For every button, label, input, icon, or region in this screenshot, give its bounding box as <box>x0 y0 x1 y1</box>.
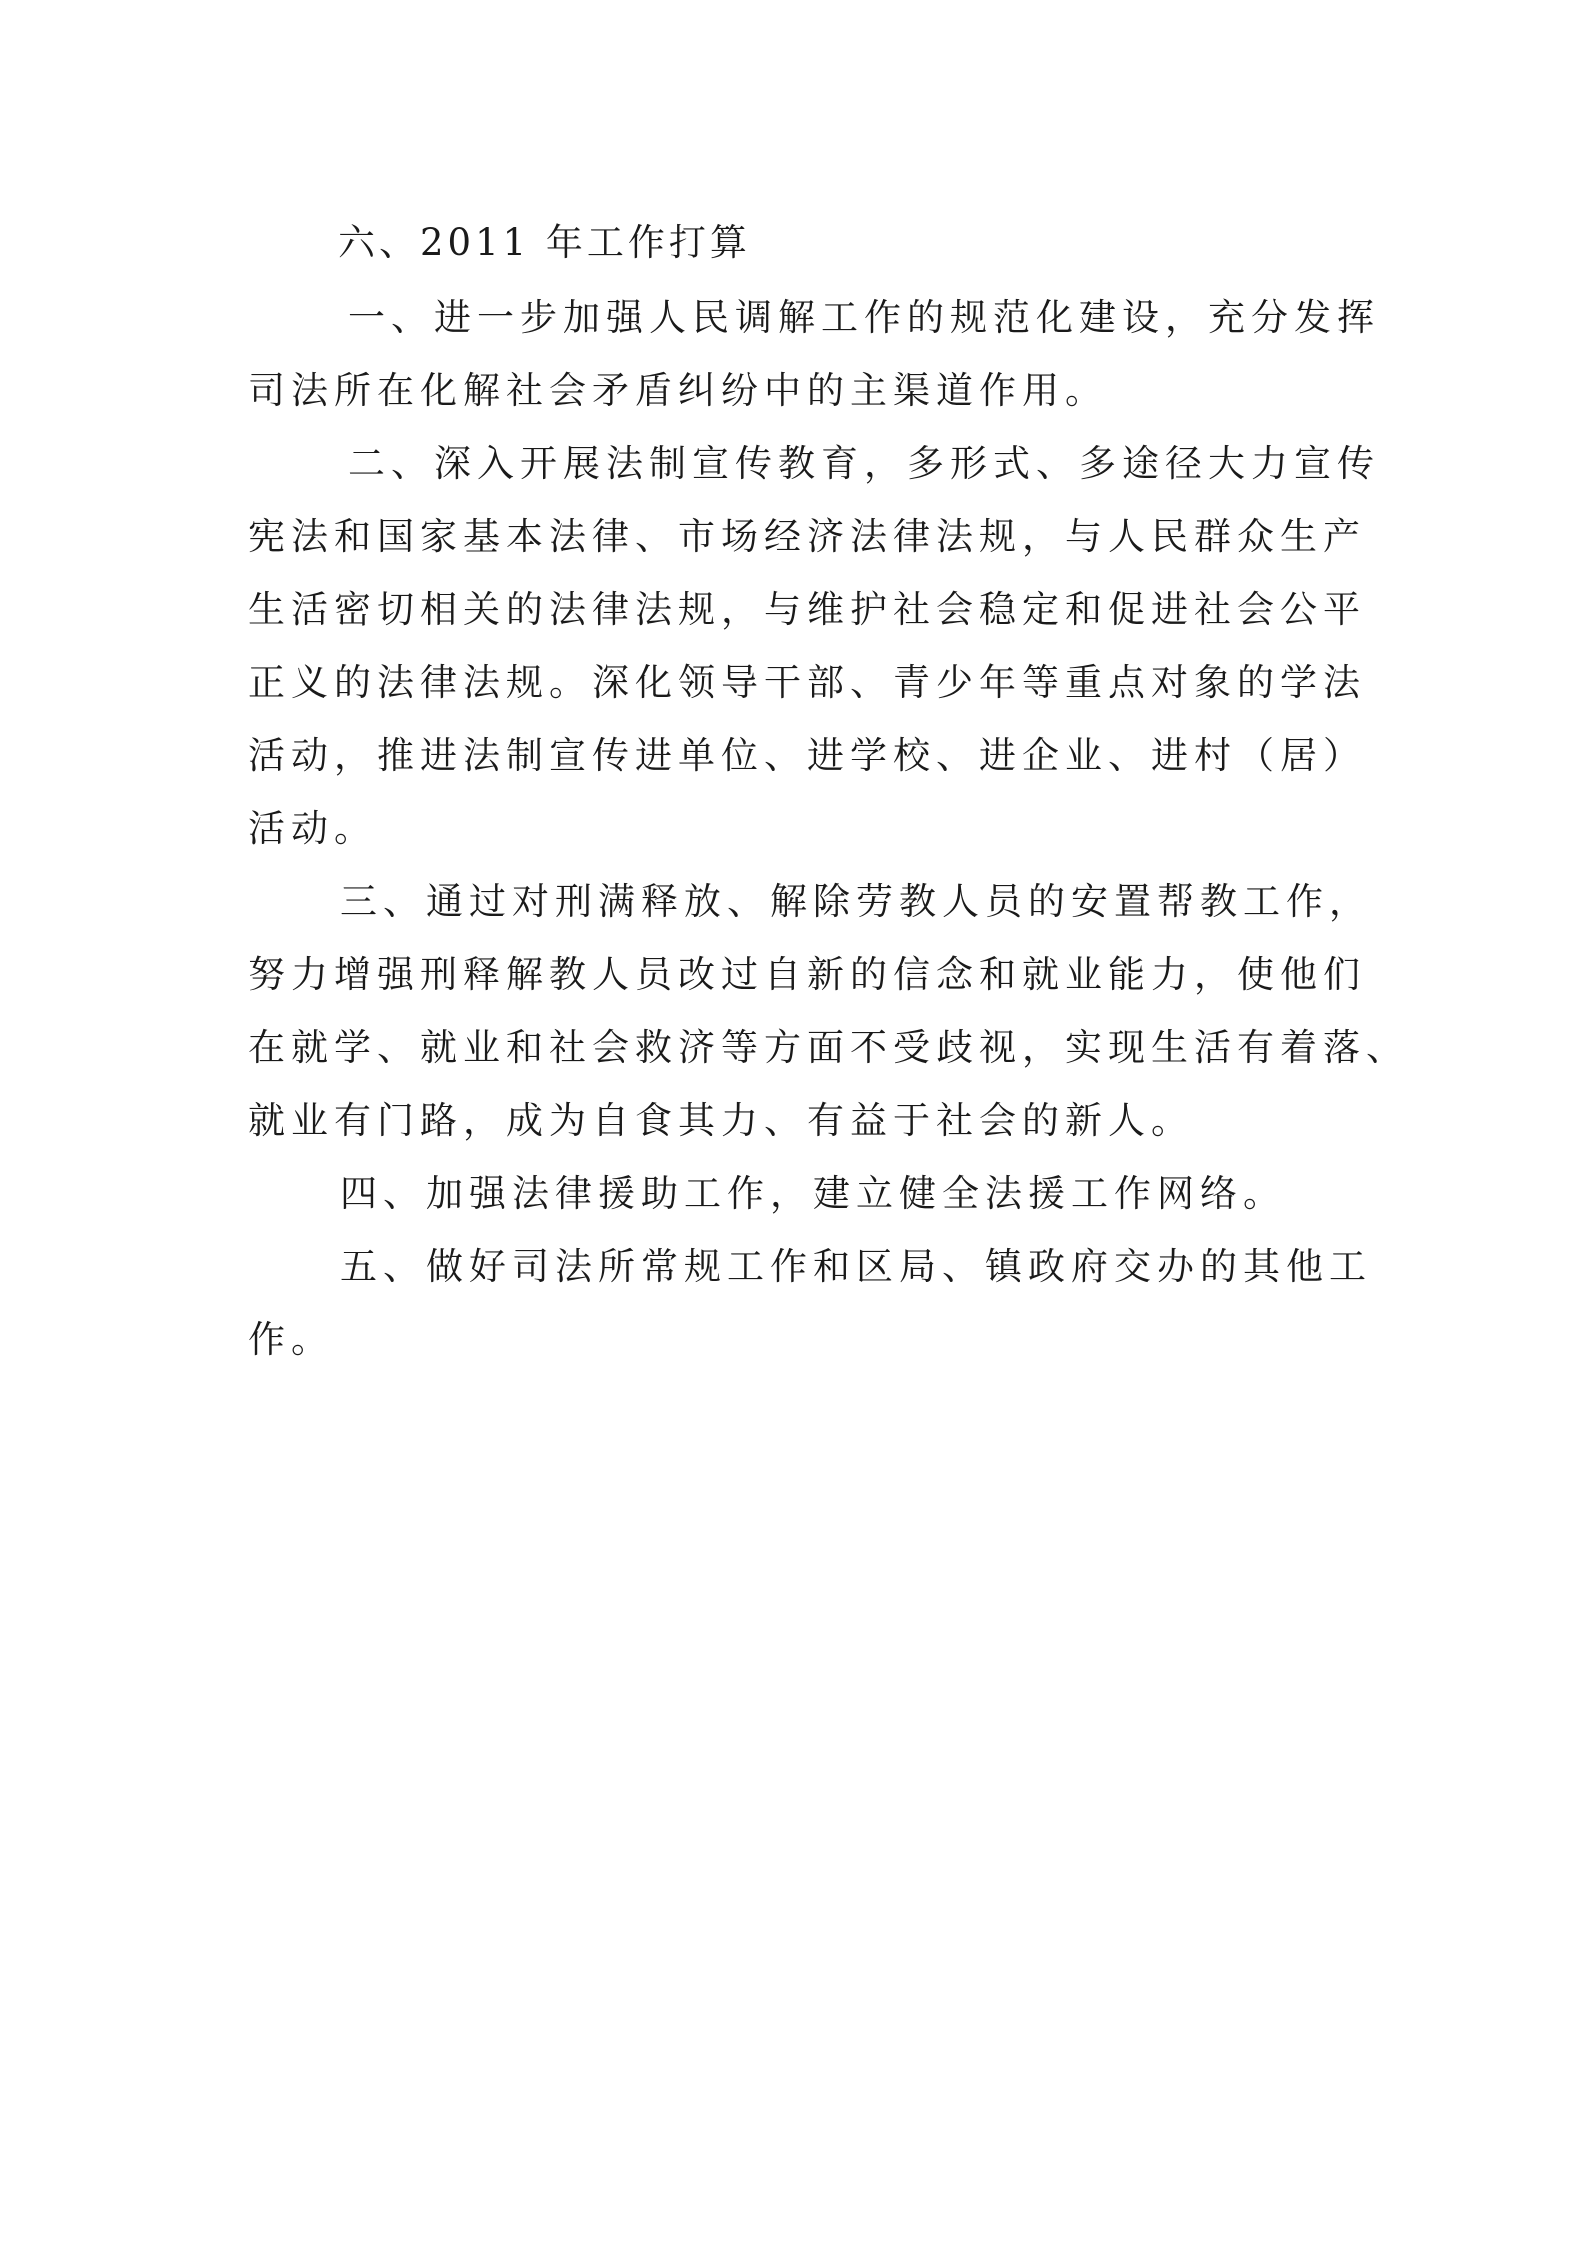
paragraph-line: 二、深入开展法制宣传教育，多形式、多途径大力宣传 <box>348 442 1380 485</box>
document-body <box>248 205 1409 1376</box>
paragraph-line: 就业有门路，成为自食其力、有益于社会的新人。 <box>248 1099 1194 1142</box>
paragraph-line: 作。 <box>248 1318 334 1361</box>
paragraph-line: 努力增强刑释解教人员改过自新的信念和就业能力，使他们 <box>248 953 1366 996</box>
paragraph-2 <box>248 427 1380 865</box>
paragraph-line: 活动，推进法制宣传进单位、进学校、进企业、进村（居） <box>248 734 1366 777</box>
paragraph-3 <box>248 865 1409 1157</box>
paragraph-4 <box>248 1157 1358 1230</box>
paragraph-line: 宪法和国家基本法律、市场经济法律法规，与人民群众生产 <box>248 515 1366 558</box>
paragraph-line: 正义的法律法规。深化领导干部、青少年等重点对象的学法 <box>248 661 1366 704</box>
paragraph-line: 司法所在化解社会矛盾纠纷中的主渠道作用。 <box>248 369 1108 412</box>
paragraph-line: 生活密切相关的法律法规，与维护社会稳定和促进社会公平 <box>248 588 1366 631</box>
section-heading: 六、2011 年工作打算 <box>338 221 751 264</box>
paragraph-line: 在就学、就业和社会救济等方面不受歧视，实现生活有着落、 <box>248 1026 1409 1069</box>
paragraph-line: 四、加强法律援助工作，建立健全法援工作网络。 <box>340 1172 1286 1215</box>
paragraph-line: 活动。 <box>248 807 377 850</box>
paragraph-line: 三、通过对刑满释放、解除劳教人员的安置帮教工作， <box>340 880 1372 923</box>
paragraph-line: 一、进一步加强人民调解工作的规范化建设，充分发挥 <box>348 296 1380 339</box>
paragraph-1 <box>248 281 1380 427</box>
paragraph-line: 五、做好司法所常规工作和区局、镇政府交办的其他工 <box>340 1245 1372 1288</box>
paragraph-5 <box>248 1230 1372 1376</box>
